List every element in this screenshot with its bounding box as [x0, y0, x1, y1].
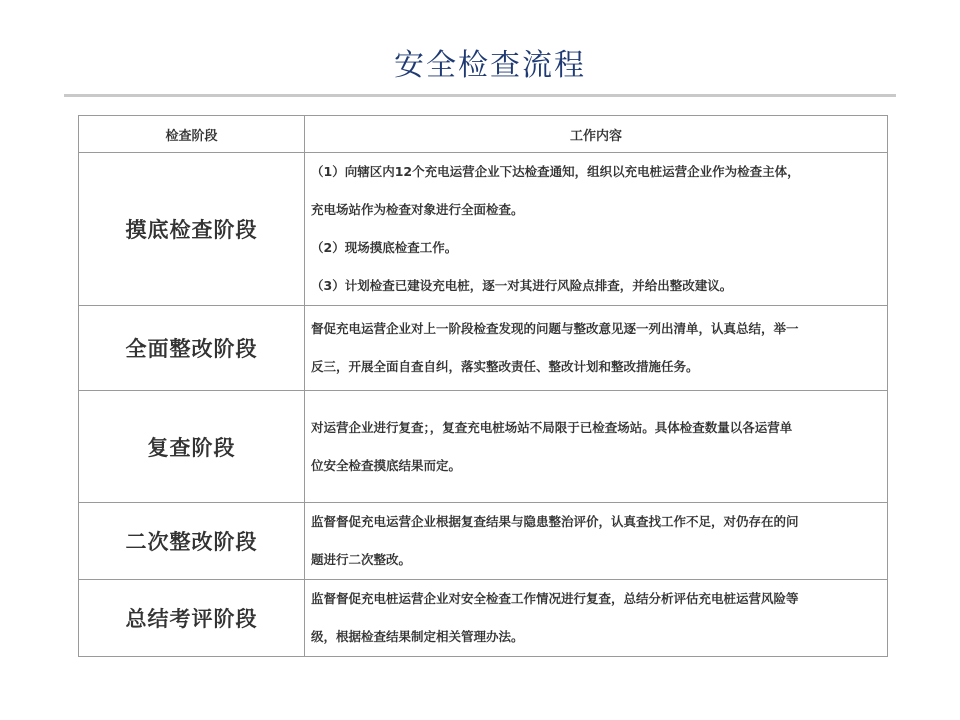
stage-name: 摸底检查阶段 — [79, 153, 305, 306]
content-line: 题进行二次整改。 — [311, 552, 412, 567]
stage-name: 总结考评阶段 — [79, 580, 305, 657]
content-line: 对运营企业进行复查；，复查充电桩场站不局限于已检查场站。具体检查数量以各运营单 — [311, 419, 793, 435]
content-line: 督促充电运营企业对上一阶段检查发现的问题与整改意见逐一列出清单，认真总结，举一 — [311, 321, 799, 336]
table-row — [79, 580, 888, 657]
work-content — [305, 391, 888, 503]
header-content: 工作内容 — [305, 116, 888, 153]
table-row — [79, 391, 888, 503]
stage-name: 复查阶段 — [79, 391, 305, 503]
stage-name: 二次整改阶段 — [79, 503, 305, 580]
inspection-process-table — [78, 115, 888, 657]
content-line: 监督督促充电桩运营企业对安全检查工作情况进行复查，总结分析评估充电桩运营风险等 — [311, 591, 799, 606]
content-line: （1）向辖区内12个充电运营企业下达检查通知，组织以充电桩运营企业作为检查主体， — [311, 164, 800, 179]
content-line: （2）现场摸底检查工作。 — [311, 240, 458, 255]
page-title: 安全检查流程 — [394, 48, 586, 83]
content-line: （3）计划检查已建设充电桩，逐一对其进行风险点排查，并给出整改建议。 — [311, 278, 733, 293]
table-row — [79, 153, 888, 306]
work-content — [305, 306, 888, 391]
stage-name: 全面整改阶段 — [79, 306, 305, 391]
content-line: 监督督促充电运营企业根据复查结果与隐患整治评价，认真查找工作不足，对仍存在的问 — [311, 514, 799, 529]
header-stage: 检查阶段 — [79, 116, 305, 153]
work-content — [305, 503, 888, 580]
table-row — [79, 503, 888, 580]
work-content — [305, 580, 888, 657]
table-header-row — [79, 116, 888, 153]
work-content — [305, 153, 888, 306]
table-row — [79, 306, 888, 391]
content-line: 充电场站作为检查对象进行全面检查。 — [311, 202, 524, 217]
content-line: 位安全检查摸底结果而定。 — [311, 457, 462, 473]
content-line: 反三，开展全面自查自纠，落实整改责任、整改计划和整改措施任务。 — [311, 359, 699, 374]
title-divider — [64, 94, 896, 97]
content-line: 级，根据检查结果制定相关管理办法。 — [311, 629, 524, 644]
